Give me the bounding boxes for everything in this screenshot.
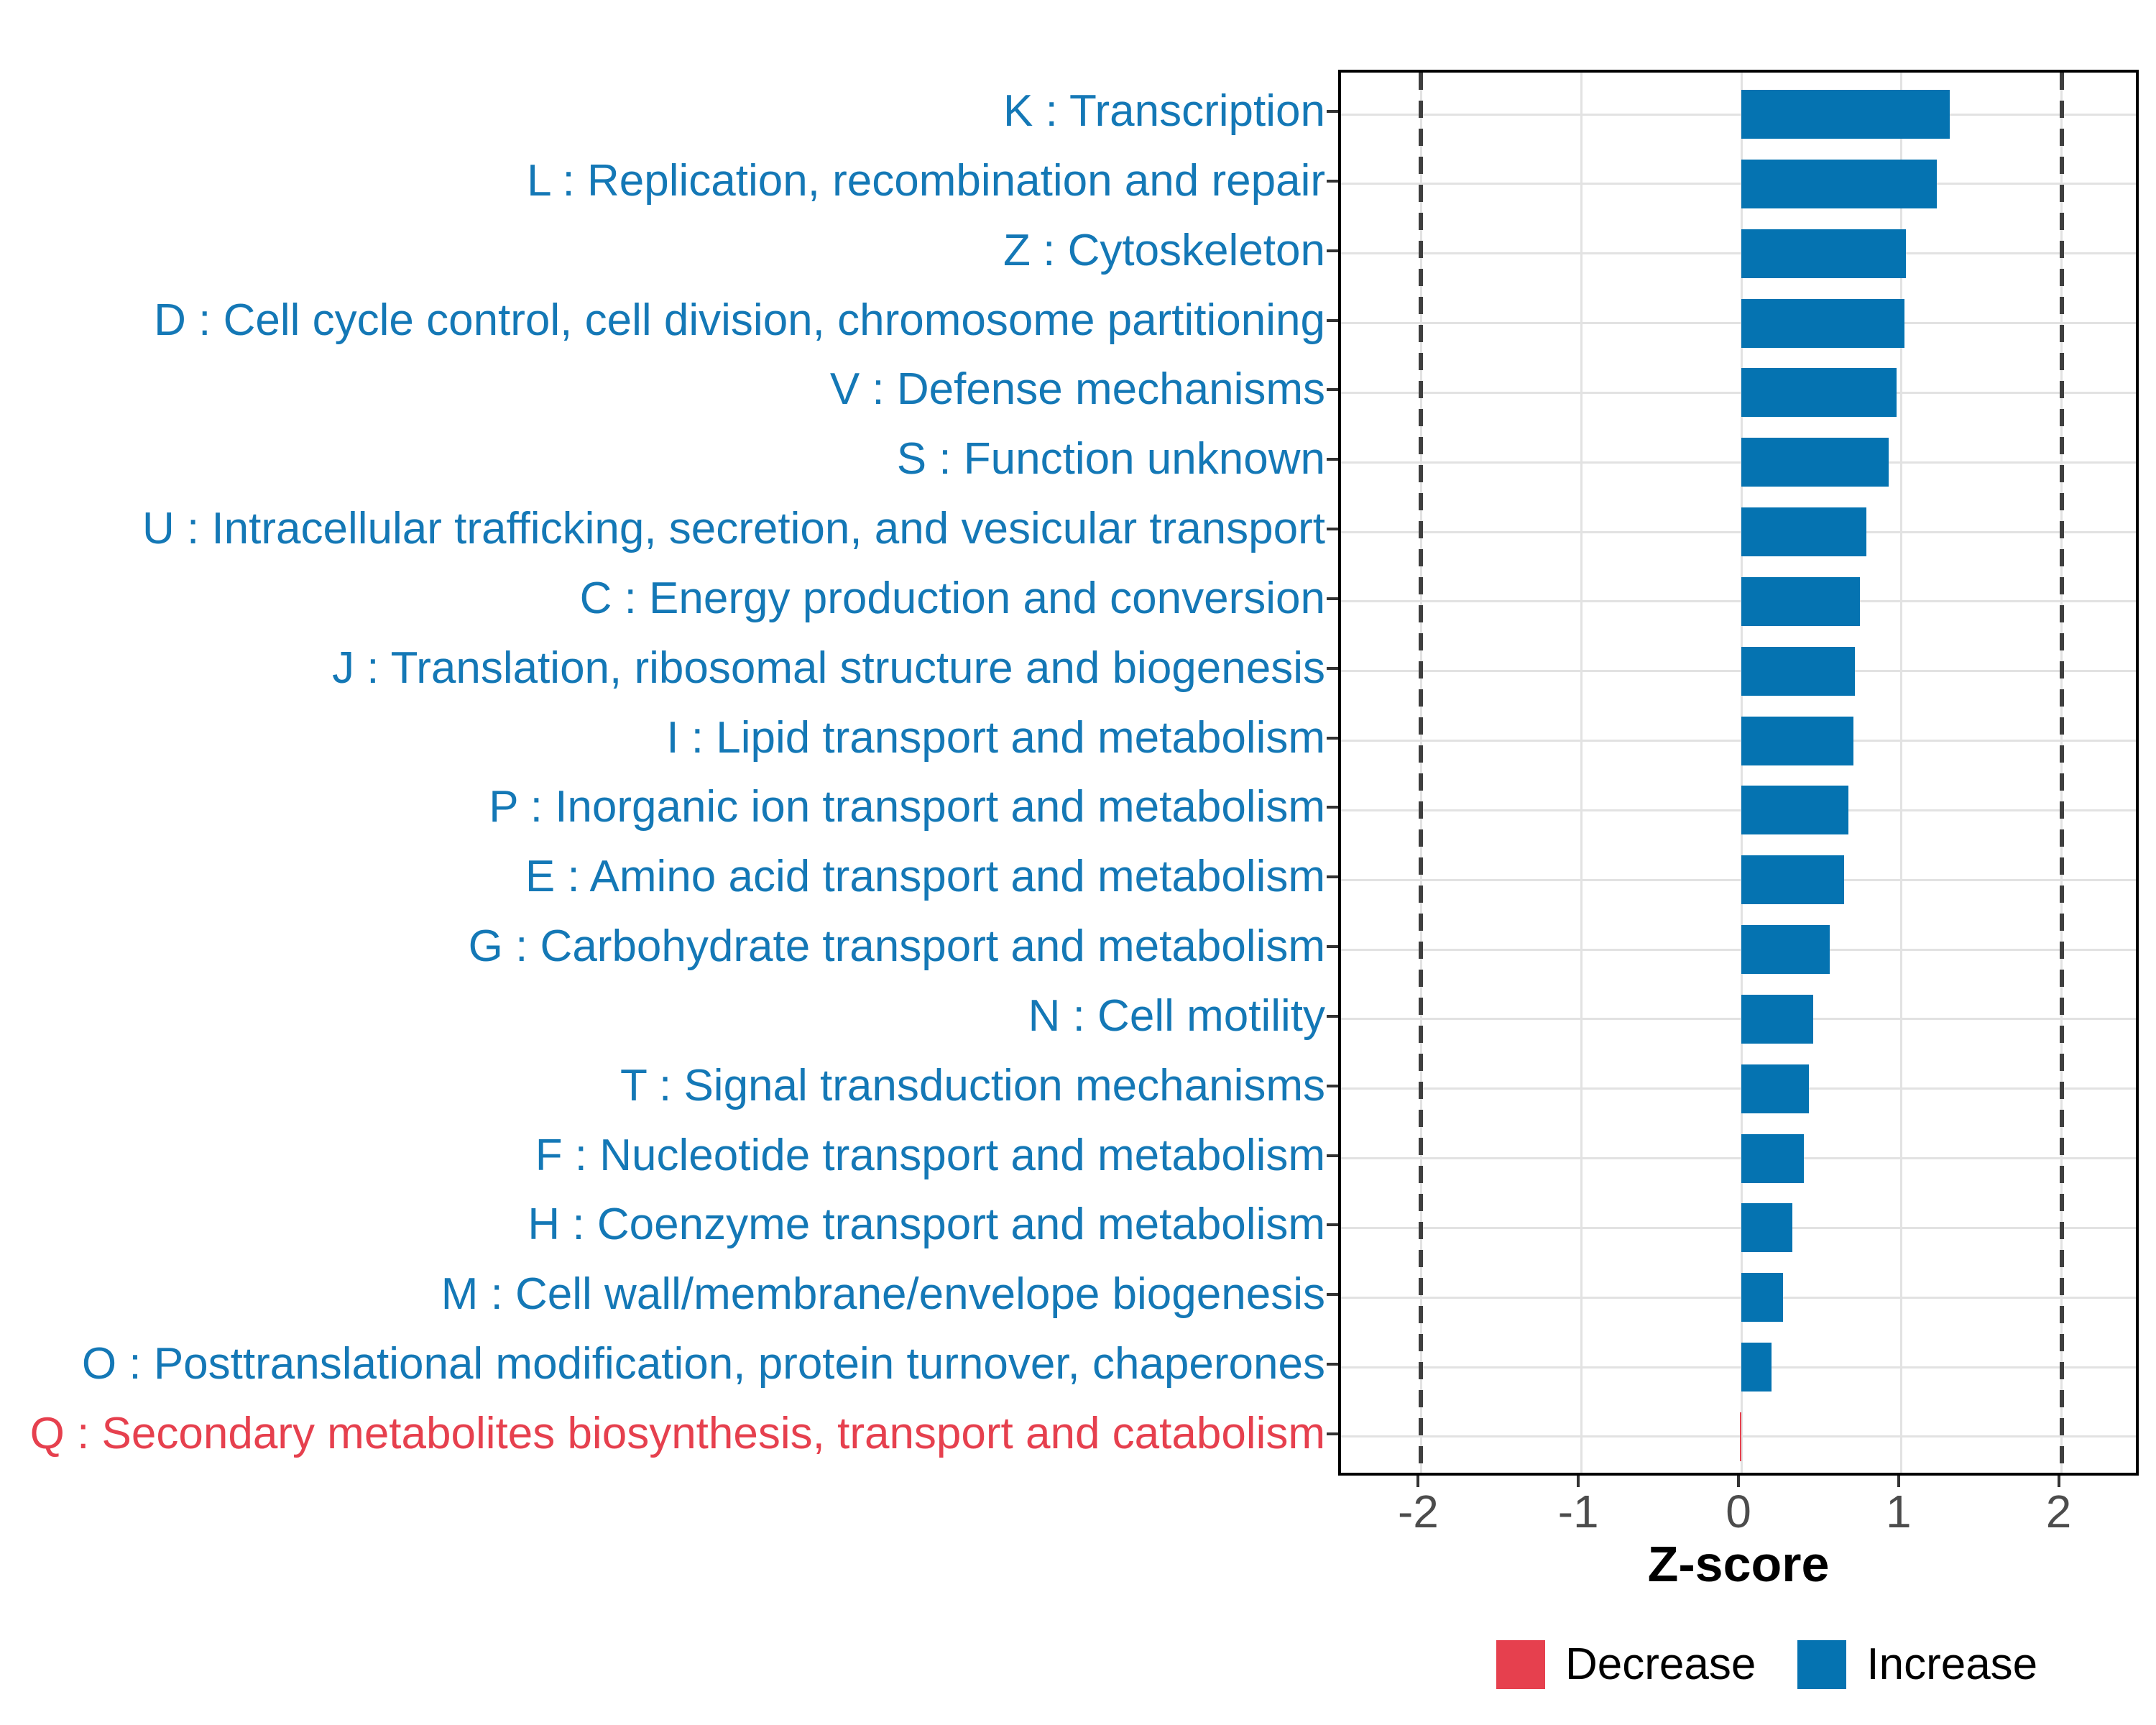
legend-label-decrease: Decrease bbox=[1565, 1639, 1756, 1689]
legend-item-decrease bbox=[1496, 1640, 1756, 1689]
y-axis-label: T : Signal transduction mechanisms bbox=[620, 1060, 1325, 1110]
y-tick bbox=[1327, 388, 1338, 391]
x-tick-label: 2 bbox=[2045, 1486, 2072, 1537]
y-tick bbox=[1327, 806, 1338, 809]
y-axis-label: J : Translation, ribosomal structure and biogenesis bbox=[332, 643, 1325, 693]
y-axis-label: F : Nucleotide transport and metabolism bbox=[535, 1130, 1325, 1180]
gridline-horizontal bbox=[1341, 949, 2136, 951]
y-axis-label: Z : Cytoskeleton bbox=[1003, 225, 1325, 275]
y-axis-label: L : Replication, recombination and repair bbox=[527, 155, 1325, 206]
y-axis-label: I : Lipid transport and metabolism bbox=[666, 712, 1325, 763]
gridline-vertical bbox=[1580, 73, 1583, 1473]
legend-item-increase bbox=[1797, 1640, 2037, 1689]
legend-key-increase bbox=[1797, 1640, 1846, 1689]
dashed-reference-line bbox=[1419, 73, 1423, 1473]
y-axis-label: G : Carbohydrate transport and metabolism bbox=[468, 921, 1325, 972]
y-tick bbox=[1327, 249, 1338, 252]
y-axis-label: H : Coenzyme transport and metabolism bbox=[528, 1200, 1325, 1250]
legend bbox=[1496, 1640, 2037, 1689]
x-tick-label: -1 bbox=[1557, 1486, 1599, 1537]
y-tick bbox=[1327, 458, 1338, 461]
gridline-horizontal bbox=[1341, 809, 2136, 811]
y-tick bbox=[1327, 528, 1338, 530]
y-tick bbox=[1327, 1223, 1338, 1226]
y-tick bbox=[1327, 1154, 1338, 1157]
bar bbox=[1741, 995, 1813, 1044]
y-tick bbox=[1327, 667, 1338, 670]
gridline-horizontal bbox=[1341, 879, 2136, 881]
y-axis-label: M : Cell wall/membrane/envelope biogenesis bbox=[441, 1269, 1325, 1320]
x-axis-title: Z-score bbox=[1647, 1536, 1830, 1592]
y-tick bbox=[1327, 180, 1338, 183]
bar bbox=[1741, 90, 1950, 139]
y-tick bbox=[1327, 875, 1338, 878]
gridline-horizontal bbox=[1341, 322, 2136, 324]
y-axis-label: Q : Secondary metabolites biosynthesis, transport and catabolism bbox=[29, 1408, 1325, 1458]
x-tick-label: 1 bbox=[1886, 1486, 1912, 1537]
y-tick bbox=[1327, 1432, 1338, 1435]
bar bbox=[1741, 1203, 1792, 1252]
y-axis-label: U : Intracellular trafficking, secretion, and vesicular transport bbox=[142, 504, 1325, 554]
y-tick bbox=[1327, 1363, 1338, 1366]
bar bbox=[1741, 1064, 1809, 1113]
bar bbox=[1741, 647, 1855, 696]
y-axis-label: E : Amino acid transport and metabolism bbox=[525, 852, 1325, 902]
x-tick-label: -2 bbox=[1397, 1486, 1439, 1537]
gridline-horizontal bbox=[1341, 1157, 2136, 1159]
bar bbox=[1741, 786, 1848, 834]
bar bbox=[1741, 229, 1906, 278]
bar bbox=[1741, 925, 1830, 974]
legend-label-increase: Increase bbox=[1866, 1639, 2038, 1689]
bar bbox=[1741, 1343, 1772, 1392]
y-tick bbox=[1327, 597, 1338, 600]
gridline-horizontal bbox=[1341, 1227, 2136, 1229]
bar bbox=[1741, 507, 1866, 556]
bar bbox=[1741, 160, 1937, 208]
bar bbox=[1741, 1134, 1804, 1183]
legend-key-decrease bbox=[1496, 1640, 1545, 1689]
bar bbox=[1741, 717, 1853, 765]
gridline-horizontal bbox=[1341, 531, 2136, 533]
y-tick bbox=[1327, 737, 1338, 740]
dashed-reference-line bbox=[2060, 73, 2064, 1473]
y-axis-label: V : Defense mechanisms bbox=[829, 364, 1325, 415]
y-tick bbox=[1327, 945, 1338, 948]
gridline-vertical bbox=[1741, 73, 1743, 1473]
gridline-horizontal bbox=[1341, 1087, 2136, 1090]
gridline-horizontal bbox=[1341, 392, 2136, 394]
gridline-vertical bbox=[1900, 73, 1902, 1473]
gridline-horizontal bbox=[1341, 1018, 2136, 1020]
bar bbox=[1741, 438, 1889, 487]
y-axis-label: N : Cell motility bbox=[1028, 990, 1325, 1041]
gridline-horizontal bbox=[1341, 114, 2136, 116]
gridline-horizontal bbox=[1341, 600, 2136, 602]
bar bbox=[1741, 577, 1860, 626]
gridline-horizontal bbox=[1341, 1297, 2136, 1299]
y-axis-label: S : Function unknown bbox=[896, 434, 1325, 484]
gridline-horizontal bbox=[1341, 183, 2136, 185]
y-tick bbox=[1327, 110, 1338, 113]
bar bbox=[1741, 368, 1897, 417]
gridline-horizontal bbox=[1341, 461, 2136, 464]
bar bbox=[1741, 1273, 1783, 1322]
bar bbox=[1740, 1412, 1741, 1461]
y-tick bbox=[1327, 1085, 1338, 1087]
gridline-horizontal bbox=[1341, 1366, 2136, 1368]
y-axis-label: K : Transcription bbox=[1003, 86, 1325, 137]
gridline-horizontal bbox=[1341, 1435, 2136, 1438]
x-tick-label: 0 bbox=[1726, 1486, 1751, 1537]
plot-panel bbox=[1338, 70, 2139, 1476]
gridline-horizontal bbox=[1341, 740, 2136, 742]
gridline-horizontal bbox=[1341, 670, 2136, 672]
y-axis-label: O : Posttranslational modification, protein turnover, chaperones bbox=[81, 1339, 1325, 1389]
y-axis-label: C : Energy production and conversion bbox=[579, 573, 1325, 623]
y-axis-label: D : Cell cycle control, cell division, chromosome partitioning bbox=[154, 295, 1325, 345]
y-tick bbox=[1327, 1015, 1338, 1018]
bar bbox=[1741, 855, 1844, 904]
y-tick bbox=[1327, 1293, 1338, 1296]
y-tick bbox=[1327, 319, 1338, 322]
gridline-horizontal bbox=[1341, 252, 2136, 254]
bar bbox=[1741, 299, 1904, 348]
y-axis-label: P : Inorganic ion transport and metabolism bbox=[489, 782, 1325, 832]
